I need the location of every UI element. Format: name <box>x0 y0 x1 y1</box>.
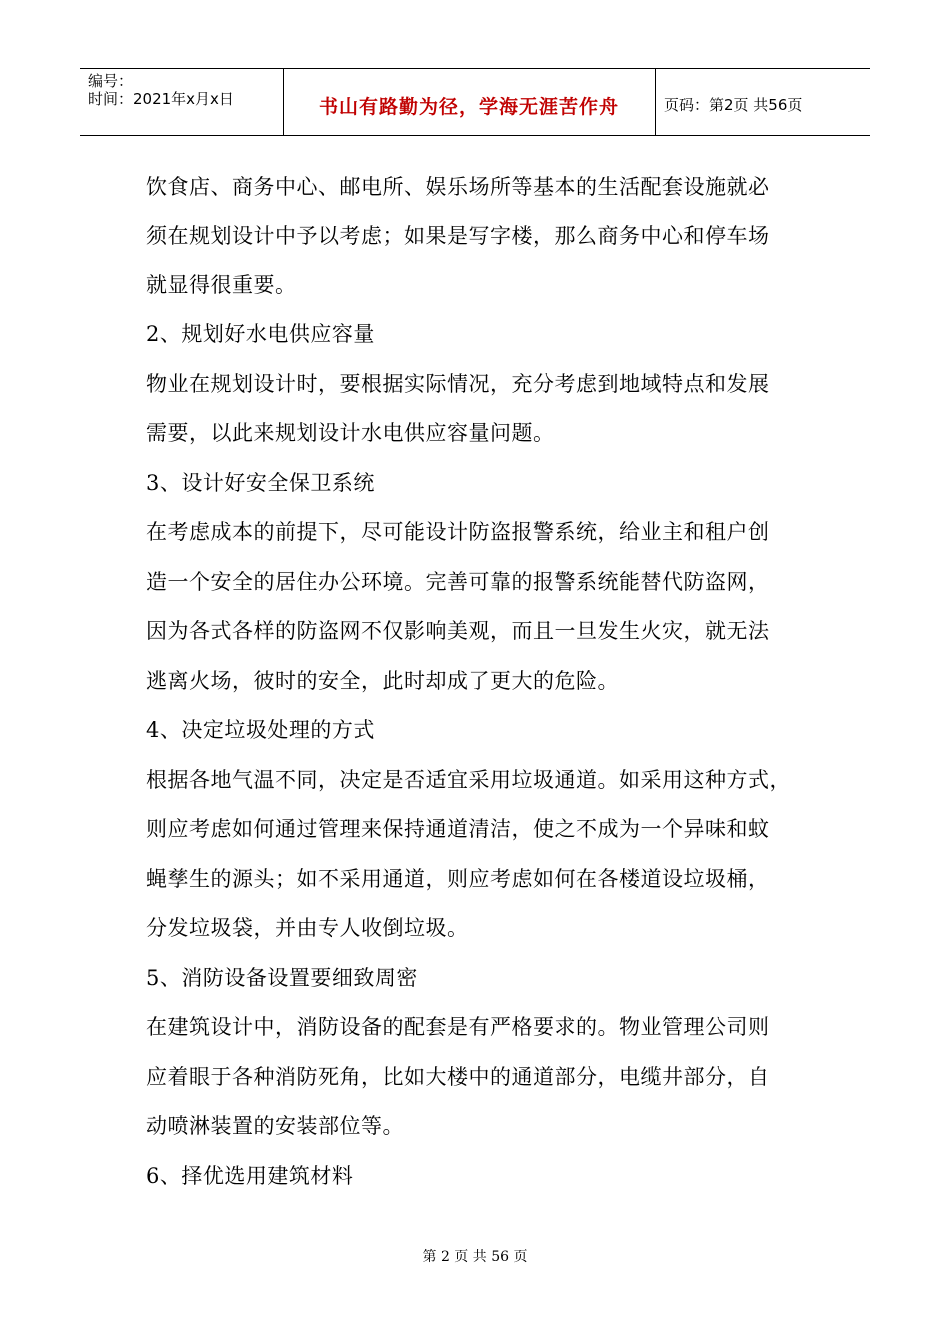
body-line: 在建筑设计中，消防设备的配套是有严格要求的。物业管理公司则 <box>146 1015 770 1039</box>
body-line: 逃离火场，彼时的安全，此时却成了更大的危险。 <box>146 669 619 693</box>
document-number-label: 编号： <box>88 72 134 90</box>
body-line: 需要，以此来规划设计水电供应容量问题。 <box>146 421 555 445</box>
header-page-cell <box>655 69 870 135</box>
body-line: 应着眼于各种消防死角，比如大楼中的通道部分，电缆井部分，自 <box>146 1065 770 1089</box>
body-line: 在考虑成本的前提下，尽可能设计防盗报警系统，给业主和租户创 <box>146 520 770 544</box>
section-heading: 6、择优选用建筑材料 <box>146 1164 354 1188</box>
body-line: 须在规划设计中予以考虑；如果是写字楼，那么商务中心和停车场 <box>146 224 770 248</box>
body-line: 分发垃圾袋，并由专人收倒垃圾。 <box>146 916 469 940</box>
section-heading: 5、消防设备设置要细致周密 <box>146 966 418 990</box>
header-page-code: 页码：第2页 共56页 <box>664 96 803 114</box>
header-motto: 书山有路勤为径，学海无涯苦作舟 <box>318 96 619 118</box>
header-motto-cell <box>283 69 656 135</box>
body-line: 因为各式各样的防盗网不仅影响美观，而且一旦发生火灾，就无法 <box>146 619 770 643</box>
body-line: 造一个安全的居住办公环境。完善可靠的报警系统能替代防盗网， <box>146 570 770 594</box>
body-line: 蝇孳生的源头；如不采用通道，则应考虑如何在各楼道设垃圾桶， <box>146 867 770 891</box>
section-heading: 2、规划好水电供应容量 <box>146 322 375 346</box>
body-line: 就显得很重要。 <box>146 273 297 297</box>
page-header <box>80 68 870 136</box>
body-line: 根据各地气温不同，决定是否适宜采用垃圾通道。如采用这种方式， <box>146 768 791 792</box>
document-date: 时间：2021年x月x日 <box>88 90 234 108</box>
body-line: 则应考虑如何通过管理来保持通道清洁，使之不成为一个异味和蚊 <box>146 817 770 841</box>
body-line: 物业在规划设计时，要根据实际情况，充分考虑到地域特点和发展 <box>146 372 770 396</box>
body-line: 动喷淋装置的安装部位等。 <box>146 1114 404 1138</box>
page-footer: 第 2 页 共 56 页 <box>422 1249 528 1265</box>
body-line: 饮食店、商务中心、邮电所、娱乐场所等基本的生活配套设施就必 <box>146 175 770 199</box>
section-heading: 4、决定垃圾处理的方式 <box>146 718 375 742</box>
section-heading: 3、设计好安全保卫系统 <box>146 471 375 495</box>
header-info-cell <box>80 69 284 135</box>
